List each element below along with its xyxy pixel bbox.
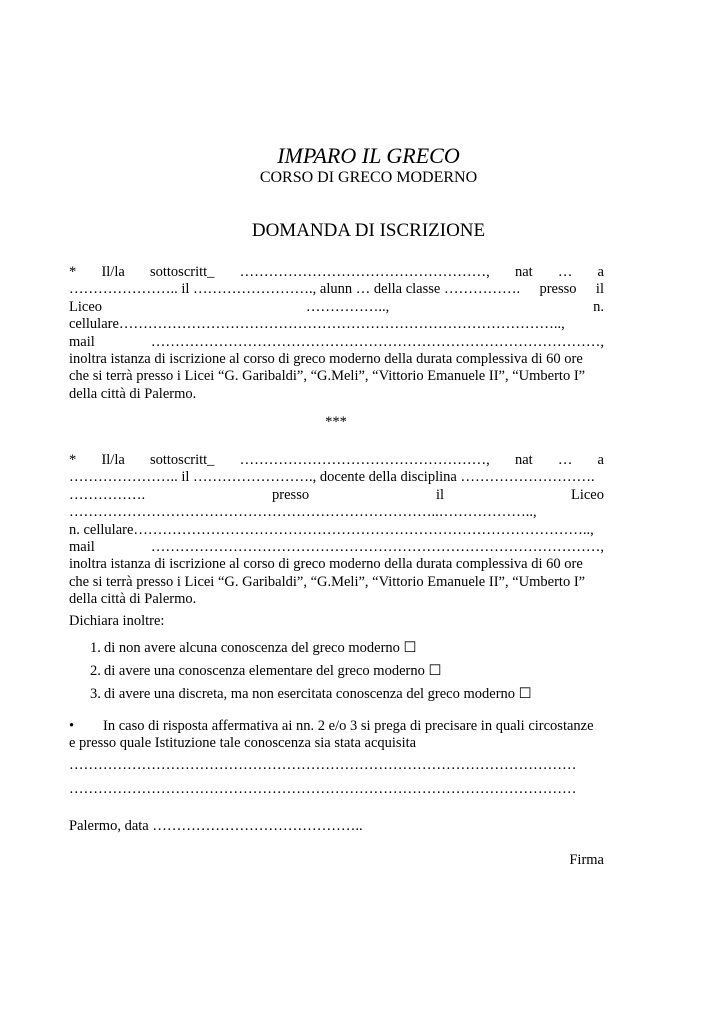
bullet-icon: • [69,718,75,734]
subject-field[interactable]: ……………. [69,486,146,503]
birth-class-fields[interactable]: ………………….. il ……………………., alunn … della classe ……………. [69,281,521,298]
birthplace-field[interactable]: … [557,264,573,280]
knowledge-option-fair[interactable]: 3. di avere una discreta, ma non esercitata conoscenza del greco moderno ☐ [90,686,532,702]
name-field[interactable]: ……………………………………………, [239,264,490,280]
knowledge-note: • In caso di risposta affermativa ai nn. 2 e/o 3 si prega di precisare in quali circostanze e presso quale Istituzione tale conoscenza sia stata acquisita [69,718,594,752]
student-mail-field[interactable]: …………………………………………………………………………………, [150,333,604,350]
section-separator: *** [325,414,347,430]
teacher-school-line: ……………. presso il Liceo [69,486,604,503]
school-field[interactable]: …………….., [305,298,390,315]
teacher-phone-field[interactable]: n. cellulare………………………………………………………………………………….., [69,521,594,538]
knowledge-details-field[interactable]: …………………………………………………………………………………………… [69,757,577,773]
teacher-birth-subject-fields[interactable]: ………………….. il ……………………., docente della disciplina ………………………. [69,469,595,486]
request-text: inoltra istanza di iscrizione al corso di greco moderno della durata complessiva di 60 ore [69,350,583,367]
school-field[interactable]: …………………………………………………………………..……………….., [69,504,537,521]
request-text: inoltra istanza di iscrizione al corso di greco moderno della durata complessiva di 60 ore [69,556,583,573]
teacher-mail-line: mail …………………………………………………………………………………, [69,538,604,555]
birthplace-field[interactable]: … [557,452,573,468]
student-birth-class-line: ………………….. il ……………………., alunn … della classe ……………. presso il [69,281,604,298]
student-phone-field[interactable]: cellulare……………………………………………………………………………….., [69,316,565,333]
knowledge-option-basic[interactable]: 2. di avere una conoscenza elementare del greco moderno ☐ [90,663,442,679]
knowledge-details-field[interactable]: …………………………………………………………………………………………… [69,781,577,797]
teacher-name-line: * Il/la sottoscritt_ ……………………………………………, nat … a [69,452,604,468]
request-text: della città di Palermo. [69,385,197,402]
student-school-line: Liceo …………….., n. [69,298,604,315]
request-text: che si terrà presso i Licei “G. Garibaldi”, “G.Meli”, “Vittorio Emanuele II”, “Umberto I” [69,368,586,385]
date-field[interactable]: Palermo, data …………………………………….. [69,818,363,834]
teacher-mail-field[interactable]: …………………………………………………………………………………, [150,538,604,555]
form-title: DOMANDA DI ISCRIZIONE [251,220,486,241]
student-name-line: * Il/la sottoscritt_ ……………………………………………, nat … a [69,264,604,280]
student-section [69,264,604,403]
teacher-section [69,452,604,609]
declaration-options [90,637,532,706]
page-title: IMPARO IL GRECO [277,143,460,168]
name-field[interactable]: ……………………………………………, [239,452,490,468]
request-text: che si terrà presso i Licei “G. Garibaldi”, “G.Meli”, “Vittorio Emanuele II”, “Umberto I” [69,573,586,590]
page-subtitle: CORSO DI GRECO MODERNO [259,169,478,186]
student-mail-line: mail …………………………………………………………………………………, [69,333,604,350]
request-text: della città di Palermo. [69,591,197,608]
signature-label: Firma [569,852,604,868]
knowledge-option-none[interactable]: 1. di non avere alcuna conoscenza del greco moderno ☐ [90,640,417,656]
declaration-intro: Dichiara inoltre: [69,613,165,629]
